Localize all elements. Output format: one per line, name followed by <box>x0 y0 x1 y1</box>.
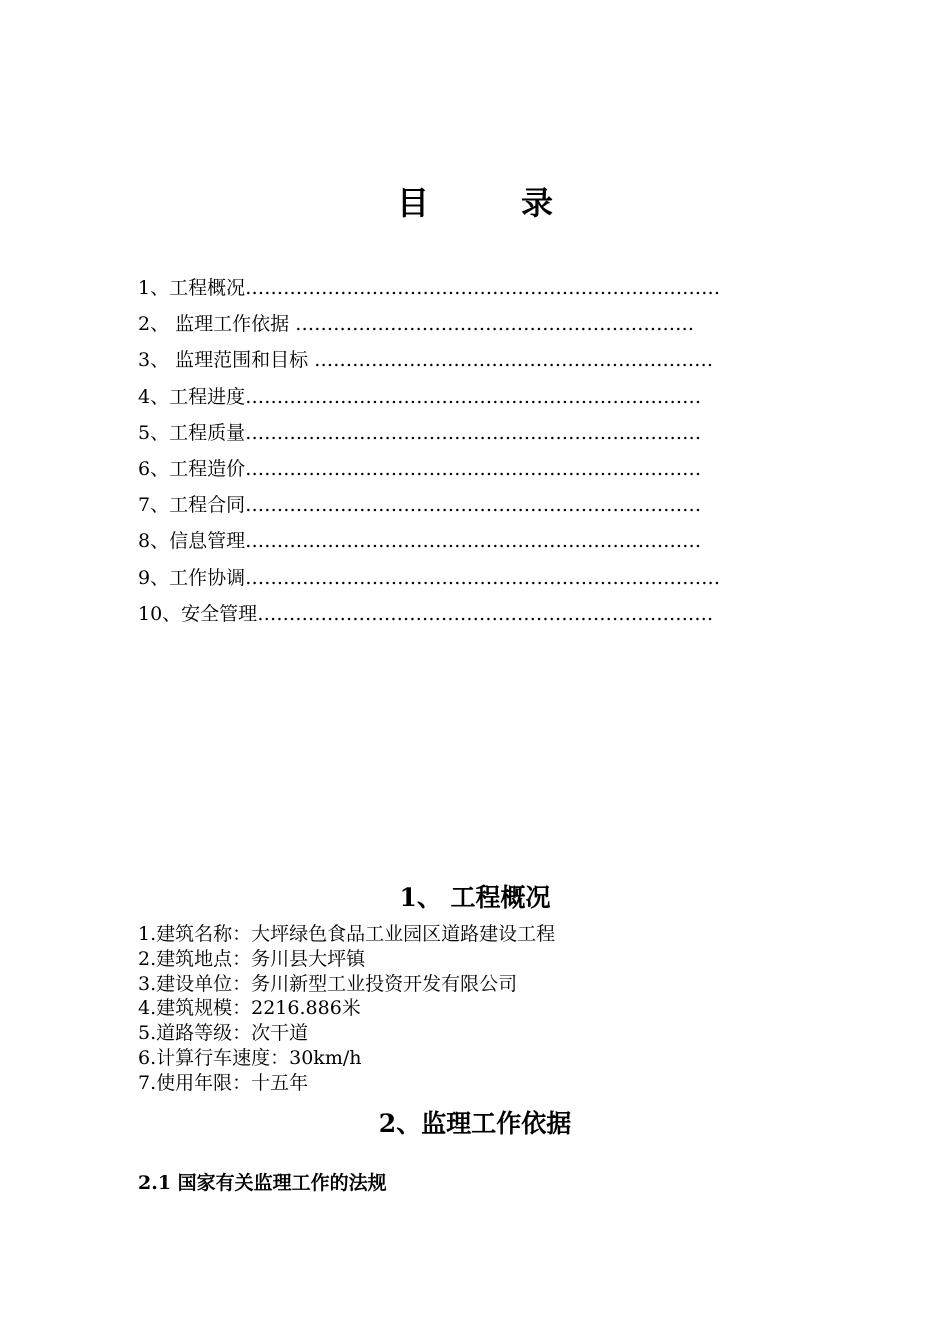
toc-entry-label: 3、 监理范围和目标 <box>138 349 315 372</box>
toc-entry-label: 2、 监理工作依据 <box>138 313 296 336</box>
toc-leader-dots: ……………………………………………………………… <box>245 457 702 480</box>
fact-building-name: 1.建筑名称：大坪绿色食品工业园区道路建设工程 <box>138 923 556 945</box>
toc-entry[interactable] <box>138 415 818 451</box>
toc-entry-label: 1、工程概况 <box>138 277 246 299</box>
fact-developer: 3.建设单位：务川新型工业投资开发有限公司 <box>138 972 518 995</box>
fact-design-speed: 6.计算行车速度：30km/h <box>138 1046 362 1069</box>
toc-entry[interactable] <box>138 487 818 523</box>
toc-leader-dots: ……………………………………………………………… <box>245 530 702 553</box>
fact-scale: 4.建筑规模：2216.886米 <box>138 997 361 1020</box>
toc-leader-dots: ……………………………………………………… <box>314 349 714 372</box>
toc-leader-dots: ……………………………………………………………… <box>245 385 702 408</box>
toc-entry-label: 10、安全管理 <box>138 602 258 625</box>
fact-service-life: 7.使用年限：十五年 <box>138 1071 309 1094</box>
toc-entry-label: 4、工程进度 <box>138 385 246 408</box>
toc-title-left: 目 <box>396 184 429 222</box>
toc-leader-dots: ……………………………………………………… <box>295 313 695 336</box>
toc-leader-dots: ……………………………………………………………… <box>245 494 702 517</box>
toc-leader-dots: ………………………………………………………………… <box>245 566 721 589</box>
toc-entry[interactable] <box>138 342 818 378</box>
toc-entry[interactable] <box>138 560 818 596</box>
section-2-heading: 2、监理工作依据 <box>378 1109 572 1138</box>
section-1-heading: 1、 工程概况 <box>399 883 551 912</box>
toc-entry-label: 8、信息管理 <box>138 530 246 553</box>
section-2-1-heading: 2.1 国家有关监理工作的法规 <box>138 1172 387 1194</box>
table-of-contents <box>138 270 818 632</box>
toc-leader-dots: ……………………………………………………………… <box>257 602 714 625</box>
fact-building-location: 2.建筑地点：务川县大坪镇 <box>138 947 366 970</box>
toc-entry[interactable] <box>138 379 818 415</box>
toc-title-right: 录 <box>521 184 554 222</box>
toc-entry-label: 5、工程质量 <box>138 421 246 444</box>
toc-entry[interactable] <box>138 306 818 342</box>
toc-entry[interactable] <box>138 596 818 632</box>
toc-entry-label: 9、工作协调 <box>138 566 246 589</box>
toc-entry[interactable] <box>138 270 818 306</box>
toc-leader-dots: ………………………………………………………………… <box>245 277 721 299</box>
toc-title <box>0 178 950 224</box>
fact-road-grade: 5.道路等级：次干道 <box>138 1022 309 1045</box>
toc-entry[interactable] <box>138 523 818 559</box>
project-facts-list <box>138 922 555 1096</box>
toc-entry-label: 7、工程合同 <box>138 494 246 517</box>
toc-leader-dots: ……………………………………………………………… <box>245 421 702 444</box>
toc-entry[interactable] <box>138 451 818 487</box>
toc-entry-label: 6、工程造价 <box>138 457 246 480</box>
